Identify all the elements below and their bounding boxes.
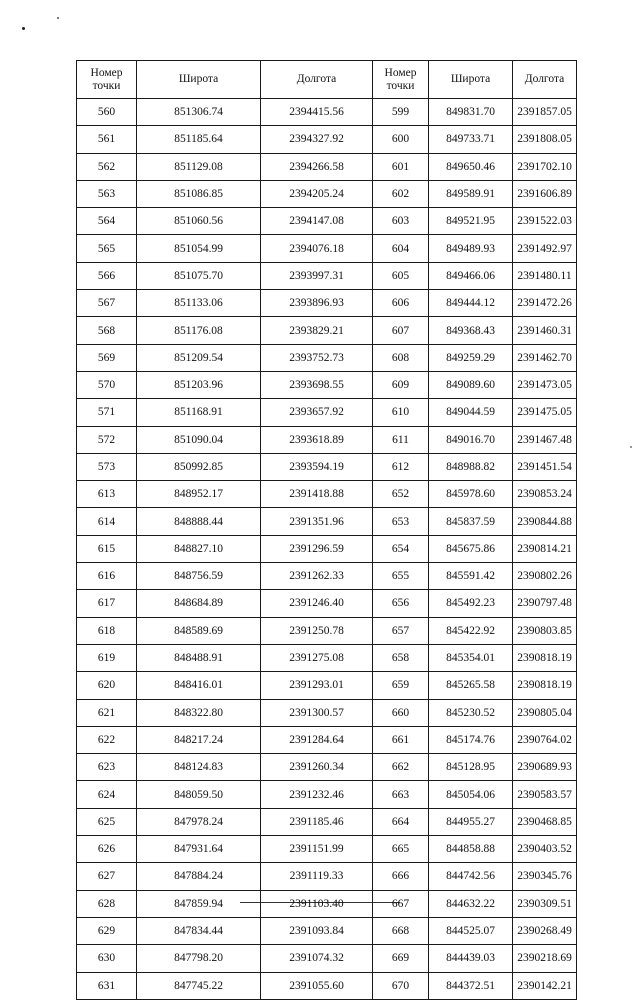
table-row bbox=[77, 235, 577, 262]
longitude-cell: 2391275.08 bbox=[261, 644, 373, 671]
point-number-cell: 610 bbox=[373, 399, 429, 426]
point-number-cell: 571 bbox=[77, 399, 137, 426]
longitude-cell: 2391467.48 bbox=[513, 426, 577, 453]
header-latitude: Широта bbox=[137, 61, 261, 99]
longitude-cell: 2391093.84 bbox=[261, 917, 373, 944]
latitude-cell: 848952.17 bbox=[137, 481, 261, 508]
latitude-cell: 844742.56 bbox=[429, 863, 513, 890]
point-number-cell: 569 bbox=[77, 344, 137, 371]
latitude-cell: 849489.93 bbox=[429, 235, 513, 262]
longitude-cell: 2390583.57 bbox=[513, 781, 577, 808]
latitude-cell: 845492.23 bbox=[429, 590, 513, 617]
latitude-cell: 851060.56 bbox=[137, 208, 261, 235]
longitude-cell: 2390803.85 bbox=[513, 617, 577, 644]
table-row bbox=[77, 808, 577, 835]
point-number-cell: 615 bbox=[77, 535, 137, 562]
table-row bbox=[77, 672, 577, 699]
longitude-cell: 2391472.26 bbox=[513, 290, 577, 317]
table-row bbox=[77, 863, 577, 890]
longitude-cell: 2391119.33 bbox=[261, 863, 373, 890]
longitude-cell: 2391808.05 bbox=[513, 126, 577, 153]
header-point-number bbox=[77, 61, 137, 99]
latitude-cell: 847884.24 bbox=[137, 863, 261, 890]
longitude-cell: 2391296.59 bbox=[261, 535, 373, 562]
table-row bbox=[77, 590, 577, 617]
header-point-line1: Номер bbox=[384, 66, 417, 79]
point-number-cell: 665 bbox=[373, 836, 429, 863]
point-number-cell: 560 bbox=[77, 99, 137, 126]
latitude-cell: 848589.69 bbox=[137, 617, 261, 644]
point-number-cell: 614 bbox=[77, 508, 137, 535]
point-number-cell: 565 bbox=[77, 235, 137, 262]
longitude-cell: 2391055.60 bbox=[261, 972, 373, 999]
latitude-cell: 851168.91 bbox=[137, 399, 261, 426]
longitude-cell: 2390844.88 bbox=[513, 508, 577, 535]
latitude-cell: 845054.06 bbox=[429, 781, 513, 808]
point-number-cell: 604 bbox=[373, 235, 429, 262]
longitude-cell: 2391284.64 bbox=[261, 726, 373, 753]
table-row bbox=[77, 535, 577, 562]
longitude-cell: 2391151.99 bbox=[261, 836, 373, 863]
table-row bbox=[77, 399, 577, 426]
point-number-cell: 605 bbox=[373, 262, 429, 289]
point-number-cell: 602 bbox=[373, 180, 429, 207]
point-number-cell: 663 bbox=[373, 781, 429, 808]
longitude-cell: 2391857.05 bbox=[513, 99, 577, 126]
latitude-cell: 844372.51 bbox=[429, 972, 513, 999]
table-row bbox=[77, 262, 577, 289]
point-number-cell: 563 bbox=[77, 180, 137, 207]
longitude-cell: 2391492.97 bbox=[513, 235, 577, 262]
latitude-cell: 851306.74 bbox=[137, 99, 261, 126]
longitude-cell: 2393698.55 bbox=[261, 371, 373, 398]
latitude-cell: 851209.54 bbox=[137, 344, 261, 371]
point-number-cell: 618 bbox=[77, 617, 137, 644]
latitude-cell: 848756.59 bbox=[137, 563, 261, 590]
latitude-cell: 849589.91 bbox=[429, 180, 513, 207]
point-number-cell: 619 bbox=[77, 644, 137, 671]
latitude-cell: 847859.94 bbox=[137, 890, 261, 917]
longitude-cell: 2393896.93 bbox=[261, 290, 373, 317]
point-number-cell: 626 bbox=[77, 836, 137, 863]
longitude-cell: 2394076.18 bbox=[261, 235, 373, 262]
table-row bbox=[77, 726, 577, 753]
latitude-cell: 851129.08 bbox=[137, 153, 261, 180]
latitude-cell: 849444.12 bbox=[429, 290, 513, 317]
point-number-cell: 623 bbox=[77, 754, 137, 781]
table-row bbox=[77, 836, 577, 863]
latitude-cell: 847978.24 bbox=[137, 808, 261, 835]
header-longitude: Долгота bbox=[261, 61, 373, 99]
longitude-cell: 2390802.26 bbox=[513, 563, 577, 590]
latitude-cell: 845837.59 bbox=[429, 508, 513, 535]
point-number-cell: 566 bbox=[77, 262, 137, 289]
point-number-cell: 629 bbox=[77, 917, 137, 944]
longitude-cell: 2393829.21 bbox=[261, 317, 373, 344]
latitude-cell: 848059.50 bbox=[137, 781, 261, 808]
longitude-cell: 2390818.19 bbox=[513, 644, 577, 671]
latitude-cell: 851203.96 bbox=[137, 371, 261, 398]
latitude-cell: 845591.42 bbox=[429, 563, 513, 590]
latitude-cell: 848416.01 bbox=[137, 672, 261, 699]
longitude-cell: 2391351.96 bbox=[261, 508, 373, 535]
point-number-cell: 601 bbox=[373, 153, 429, 180]
longitude-cell: 2390309.51 bbox=[513, 890, 577, 917]
point-number-cell: 670 bbox=[373, 972, 429, 999]
longitude-cell: 2391418.88 bbox=[261, 481, 373, 508]
longitude-cell: 2393997.31 bbox=[261, 262, 373, 289]
point-number-cell: 631 bbox=[77, 972, 137, 999]
latitude-cell: 848888.44 bbox=[137, 508, 261, 535]
longitude-cell: 2390853.24 bbox=[513, 481, 577, 508]
point-number-cell: 659 bbox=[373, 672, 429, 699]
point-number-cell: 600 bbox=[373, 126, 429, 153]
longitude-cell: 2391475.05 bbox=[513, 399, 577, 426]
latitude-cell: 851090.04 bbox=[137, 426, 261, 453]
latitude-cell: 847834.44 bbox=[137, 917, 261, 944]
latitude-cell: 845230.52 bbox=[429, 699, 513, 726]
latitude-cell: 851133.06 bbox=[137, 290, 261, 317]
longitude-cell: 2390218.69 bbox=[513, 945, 577, 972]
longitude-cell: 2391250.78 bbox=[261, 617, 373, 644]
latitude-cell: 845978.60 bbox=[429, 481, 513, 508]
point-number-cell: 658 bbox=[373, 644, 429, 671]
point-number-cell: 628 bbox=[77, 890, 137, 917]
longitude-cell: 2394205.24 bbox=[261, 180, 373, 207]
point-number-cell: 611 bbox=[373, 426, 429, 453]
point-number-cell: 609 bbox=[373, 371, 429, 398]
latitude-cell: 849650.46 bbox=[429, 153, 513, 180]
table-row bbox=[77, 126, 577, 153]
longitude-cell: 2391300.57 bbox=[261, 699, 373, 726]
point-number-cell: 660 bbox=[373, 699, 429, 726]
latitude-cell: 848217.24 bbox=[137, 726, 261, 753]
longitude-cell: 2390805.04 bbox=[513, 699, 577, 726]
table-row bbox=[77, 781, 577, 808]
longitude-cell: 2391460.31 bbox=[513, 317, 577, 344]
latitude-cell: 845422.92 bbox=[429, 617, 513, 644]
longitude-cell: 2390345.76 bbox=[513, 863, 577, 890]
point-number-cell: 668 bbox=[373, 917, 429, 944]
point-number-cell: 613 bbox=[77, 481, 137, 508]
latitude-cell: 844955.27 bbox=[429, 808, 513, 835]
point-number-cell: 573 bbox=[77, 453, 137, 480]
table-row bbox=[77, 617, 577, 644]
latitude-cell: 848124.83 bbox=[137, 754, 261, 781]
point-number-cell: 654 bbox=[373, 535, 429, 562]
longitude-cell: 2390818.19 bbox=[513, 672, 577, 699]
longitude-cell: 2394327.92 bbox=[261, 126, 373, 153]
table-row bbox=[77, 208, 577, 235]
header-point-line1: Номер bbox=[90, 66, 123, 79]
point-number-cell: 622 bbox=[77, 726, 137, 753]
latitude-cell: 849089.60 bbox=[429, 371, 513, 398]
table-row bbox=[77, 945, 577, 972]
point-number-cell: 570 bbox=[77, 371, 137, 398]
longitude-cell: 2393657.92 bbox=[261, 399, 373, 426]
table-row bbox=[77, 290, 577, 317]
latitude-cell: 848488.91 bbox=[137, 644, 261, 671]
longitude-cell: 2390814.21 bbox=[513, 535, 577, 562]
point-number-cell: 653 bbox=[373, 508, 429, 535]
table-row bbox=[77, 699, 577, 726]
longitude-cell: 2394415.56 bbox=[261, 99, 373, 126]
point-number-cell: 666 bbox=[373, 863, 429, 890]
latitude-cell: 848827.10 bbox=[137, 535, 261, 562]
header-point-number bbox=[373, 61, 429, 99]
longitude-cell: 2391185.46 bbox=[261, 808, 373, 835]
latitude-cell: 849521.95 bbox=[429, 208, 513, 235]
latitude-cell: 849044.59 bbox=[429, 399, 513, 426]
point-number-cell: 664 bbox=[373, 808, 429, 835]
table-row bbox=[77, 371, 577, 398]
longitude-cell: 2391103.40 bbox=[261, 890, 373, 917]
longitude-cell: 2390403.52 bbox=[513, 836, 577, 863]
table-row bbox=[77, 453, 577, 480]
latitude-cell: 845265.58 bbox=[429, 672, 513, 699]
longitude-cell: 2390468.85 bbox=[513, 808, 577, 835]
point-number-cell: 662 bbox=[373, 754, 429, 781]
latitude-cell: 849016.70 bbox=[429, 426, 513, 453]
header-longitude: Долгота bbox=[513, 61, 577, 99]
longitude-cell: 2390764.02 bbox=[513, 726, 577, 753]
header-point-line2: точки bbox=[92, 79, 121, 92]
point-number-cell: 669 bbox=[373, 945, 429, 972]
longitude-cell: 2391246.40 bbox=[261, 590, 373, 617]
latitude-cell: 849733.71 bbox=[429, 126, 513, 153]
latitude-cell: 848988.82 bbox=[429, 453, 513, 480]
latitude-cell: 849259.29 bbox=[429, 344, 513, 371]
longitude-cell: 2391462.70 bbox=[513, 344, 577, 371]
point-number-cell: 625 bbox=[77, 808, 137, 835]
point-number-cell: 652 bbox=[373, 481, 429, 508]
latitude-cell: 847745.22 bbox=[137, 972, 261, 999]
longitude-cell: 2391606.89 bbox=[513, 180, 577, 207]
table-row bbox=[77, 426, 577, 453]
table-row bbox=[77, 317, 577, 344]
table-row bbox=[77, 972, 577, 999]
point-number-cell: 561 bbox=[77, 126, 137, 153]
longitude-cell: 2394266.58 bbox=[261, 153, 373, 180]
latitude-cell: 850992.85 bbox=[137, 453, 261, 480]
longitude-cell: 2391262.33 bbox=[261, 563, 373, 590]
latitude-cell: 848684.89 bbox=[137, 590, 261, 617]
point-number-cell: 624 bbox=[77, 781, 137, 808]
longitude-cell: 2391260.34 bbox=[261, 754, 373, 781]
table-row bbox=[77, 563, 577, 590]
latitude-cell: 845174.76 bbox=[429, 726, 513, 753]
point-number-cell: 607 bbox=[373, 317, 429, 344]
longitude-cell: 2390797.48 bbox=[513, 590, 577, 617]
latitude-cell: 851176.08 bbox=[137, 317, 261, 344]
point-number-cell: 620 bbox=[77, 672, 137, 699]
latitude-cell: 844858.88 bbox=[429, 836, 513, 863]
table-row bbox=[77, 99, 577, 126]
point-number-cell: 572 bbox=[77, 426, 137, 453]
longitude-cell: 2391451.54 bbox=[513, 453, 577, 480]
latitude-cell: 845675.86 bbox=[429, 535, 513, 562]
longitude-cell: 2393752.73 bbox=[261, 344, 373, 371]
header-latitude: Широта bbox=[429, 61, 513, 99]
point-number-cell: 627 bbox=[77, 863, 137, 890]
longitude-cell: 2390268.49 bbox=[513, 917, 577, 944]
point-number-cell: 562 bbox=[77, 153, 137, 180]
latitude-cell: 848322.80 bbox=[137, 699, 261, 726]
point-number-cell: 630 bbox=[77, 945, 137, 972]
latitude-cell: 844439.03 bbox=[429, 945, 513, 972]
longitude-cell: 2390689.93 bbox=[513, 754, 577, 781]
scan-speck bbox=[630, 446, 632, 448]
point-number-cell: 655 bbox=[373, 563, 429, 590]
latitude-cell: 845128.95 bbox=[429, 754, 513, 781]
table-row bbox=[77, 644, 577, 671]
point-number-cell: 606 bbox=[373, 290, 429, 317]
table-row bbox=[77, 153, 577, 180]
point-number-cell: 612 bbox=[373, 453, 429, 480]
table-row bbox=[77, 180, 577, 207]
longitude-cell: 2391232.46 bbox=[261, 781, 373, 808]
longitude-cell: 2391473.05 bbox=[513, 371, 577, 398]
point-number-cell: 608 bbox=[373, 344, 429, 371]
point-number-cell: 599 bbox=[373, 99, 429, 126]
point-number-cell: 567 bbox=[77, 290, 137, 317]
header-point-line2: точки bbox=[386, 79, 415, 92]
point-number-cell: 656 bbox=[373, 590, 429, 617]
table-row bbox=[77, 917, 577, 944]
table-row bbox=[77, 508, 577, 535]
longitude-cell: 2391074.32 bbox=[261, 945, 373, 972]
longitude-cell: 2391293.01 bbox=[261, 672, 373, 699]
latitude-cell: 849831.70 bbox=[429, 99, 513, 126]
table-row bbox=[77, 344, 577, 371]
point-number-cell: 621 bbox=[77, 699, 137, 726]
table-row bbox=[77, 890, 577, 917]
table-header bbox=[77, 61, 577, 99]
latitude-cell: 851054.99 bbox=[137, 235, 261, 262]
longitude-cell: 2393618.89 bbox=[261, 426, 373, 453]
latitude-cell: 847798.20 bbox=[137, 945, 261, 972]
latitude-cell: 844525.07 bbox=[429, 917, 513, 944]
latitude-cell: 844632.22 bbox=[429, 890, 513, 917]
point-number-cell: 657 bbox=[373, 617, 429, 644]
latitude-cell: 849368.43 bbox=[429, 317, 513, 344]
latitude-cell: 851075.70 bbox=[137, 262, 261, 289]
table-row bbox=[77, 754, 577, 781]
point-number-cell: 617 bbox=[77, 590, 137, 617]
point-number-cell: 661 bbox=[373, 726, 429, 753]
header-row bbox=[77, 61, 577, 99]
longitude-cell: 2391702.10 bbox=[513, 153, 577, 180]
point-number-cell: 603 bbox=[373, 208, 429, 235]
scan-speck bbox=[22, 27, 25, 30]
table-row bbox=[77, 481, 577, 508]
longitude-cell: 2391522.03 bbox=[513, 208, 577, 235]
scan-speck bbox=[57, 17, 59, 19]
latitude-cell: 851086.85 bbox=[137, 180, 261, 207]
longitude-cell: 2393594.19 bbox=[261, 453, 373, 480]
latitude-cell: 845354.01 bbox=[429, 644, 513, 671]
table-body bbox=[77, 99, 577, 1000]
point-number-cell: 564 bbox=[77, 208, 137, 235]
latitude-cell: 847931.64 bbox=[137, 836, 261, 863]
longitude-cell: 2391480.11 bbox=[513, 262, 577, 289]
latitude-cell: 849466.06 bbox=[429, 262, 513, 289]
point-number-cell: 667 bbox=[373, 890, 429, 917]
coordinates-table bbox=[76, 60, 577, 1000]
latitude-cell: 851185.64 bbox=[137, 126, 261, 153]
longitude-cell: 2394147.08 bbox=[261, 208, 373, 235]
longitude-cell: 2390142.21 bbox=[513, 972, 577, 999]
point-number-cell: 568 bbox=[77, 317, 137, 344]
point-number-cell: 616 bbox=[77, 563, 137, 590]
